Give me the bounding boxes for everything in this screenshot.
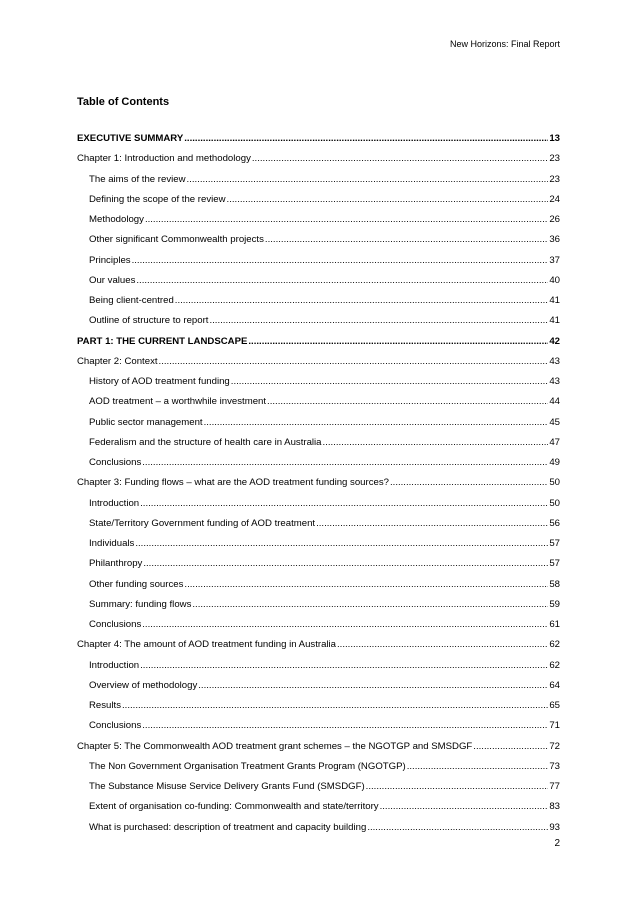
toc-entry[interactable] (77, 153, 560, 173)
toc-entry[interactable] (77, 781, 560, 801)
toc-entry-page: 50 (549, 477, 560, 489)
toc-entry[interactable] (77, 498, 560, 518)
toc-entry-page: 37 (549, 254, 560, 266)
dot-leader (323, 437, 549, 448)
toc-entry-title: Principles (89, 254, 131, 266)
toc-entry-title: Extent of organisation co-funding: Commonwealth and state/territory (89, 801, 379, 813)
toc-entry-page: 24 (549, 193, 560, 205)
toc-entry-title: The Non Government Organisation Treatment Grants Program (NGOTGP) (89, 760, 406, 772)
dot-leader (142, 619, 548, 630)
dot-leader (252, 153, 548, 164)
toc-entry[interactable] (77, 356, 560, 376)
dot-leader (316, 518, 548, 529)
toc-entry-title: Chapter 4: The amount of AOD treatment funding in Australia (77, 639, 337, 651)
dot-leader (143, 558, 548, 569)
toc-entry-title: Conclusions (89, 457, 142, 468)
toc-entry-page: 62 (549, 659, 560, 671)
toc-entry-title: Conclusions (89, 720, 142, 732)
toc-entry-page: 57 (549, 538, 560, 549)
toc-entry[interactable] (77, 234, 560, 254)
toc-entry-page: 13 (549, 133, 560, 144)
toc-entry[interactable] (77, 255, 560, 275)
dot-leader (265, 234, 548, 245)
toc-entry-page: 41 (549, 295, 560, 306)
toc-entry-title: Introduction (89, 659, 140, 671)
toc-entry[interactable] (77, 801, 560, 821)
dot-leader (231, 376, 549, 387)
toc-entry-title: Outline of structure to report (89, 315, 209, 327)
toc-entry-page: 43 (549, 376, 560, 387)
toc-entry-title: What is purchased: description of treatment and capacity building (89, 821, 367, 833)
toc-entry[interactable] (77, 822, 560, 842)
table-of-contents (77, 133, 560, 842)
toc-entry-page: 36 (549, 234, 560, 246)
toc-entry-title: Methodology (89, 214, 144, 225)
dot-leader (267, 396, 548, 407)
dot-leader (248, 336, 548, 347)
dot-leader (227, 194, 549, 205)
toc-entry-title: Summary: funding flows (89, 598, 192, 610)
toc-entry-page: 50 (549, 497, 560, 509)
toc-entry-page: 65 (549, 700, 560, 711)
toc-entry[interactable] (77, 437, 560, 457)
toc-entry-page: 71 (549, 720, 560, 732)
toc-entry[interactable] (77, 194, 560, 214)
dot-leader (122, 700, 548, 711)
toc-entry[interactable] (77, 558, 560, 578)
toc-entry-page: 77 (549, 781, 560, 792)
toc-entry-title: Federalism and the structure of health care in Australia (89, 436, 322, 448)
toc-entry-title: Defining the scope of the review (89, 193, 226, 205)
toc-entry-title: Chapter 2: Context (77, 355, 158, 367)
toc-entry-page: 64 (549, 679, 560, 691)
toc-entry-title: State/Territory Government funding of AOD treatment (89, 517, 316, 529)
dot-leader (142, 457, 548, 468)
toc-entry-page: 43 (549, 355, 560, 367)
dot-leader (204, 417, 549, 428)
toc-entry-title: Conclusions (89, 619, 142, 630)
toc-entry[interactable] (77, 477, 560, 497)
toc-entry[interactable] (77, 680, 560, 700)
dot-leader (407, 761, 549, 772)
toc-entry-page: 62 (549, 639, 560, 651)
toc-entry[interactable] (77, 720, 560, 740)
dot-leader (473, 741, 548, 752)
dot-leader (136, 275, 548, 286)
toc-entry-page: 93 (549, 821, 560, 833)
toc-entry-title: The aims of the review (89, 173, 186, 185)
toc-entry-title: PART 1: THE CURRENT LANDSCAPE (77, 335, 248, 347)
toc-entry-title: Introduction (89, 497, 140, 509)
toc-entry-title: History of AOD treatment funding (89, 376, 230, 387)
toc-entry-title: Being client-centred (89, 295, 174, 306)
toc-entry-page: 58 (549, 578, 560, 590)
toc-entry[interactable] (77, 700, 560, 720)
dot-leader (175, 295, 549, 306)
dot-leader (380, 801, 549, 812)
toc-entry-page: 44 (549, 396, 560, 408)
dot-leader (187, 174, 549, 185)
toc-entry-page: 41 (549, 315, 560, 327)
toc-entry-title: Other funding sources (89, 578, 184, 590)
toc-entry-title: Other significant Commonwealth projects (89, 234, 264, 246)
running-header: New Horizons: Final Report (449, 39, 560, 49)
dot-leader (198, 680, 548, 691)
dot-leader (184, 579, 548, 590)
dot-leader (209, 315, 548, 326)
toc-entry-page: 73 (549, 760, 560, 772)
dot-leader (366, 781, 549, 792)
page-number: 2 (554, 838, 560, 849)
dot-leader (135, 538, 548, 549)
dot-leader (140, 660, 548, 671)
dot-leader (142, 720, 548, 731)
toc-entry[interactable] (77, 518, 560, 538)
toc-entry-title: Chapter 5: The Commonwealth AOD treatment grant schemes – the NGOTGP and SMSDGF (77, 740, 473, 752)
toc-entry[interactable] (77, 214, 560, 234)
dot-leader (140, 498, 548, 509)
dot-leader (390, 477, 548, 488)
toc-entry-title: Individuals (89, 538, 135, 549)
toc-entry-title: Results (89, 700, 121, 711)
toc-entry-page: 61 (549, 619, 560, 630)
toc-entry[interactable] (77, 376, 560, 396)
toc-entry-page: 72 (549, 740, 560, 752)
toc-entry-page: 26 (549, 214, 560, 225)
toc-entry[interactable] (77, 417, 560, 437)
toc-entry[interactable] (77, 619, 560, 639)
dot-leader (145, 214, 548, 225)
toc-entry[interactable] (77, 639, 560, 659)
toc-entry-page: 45 (549, 416, 560, 428)
toc-entry[interactable] (77, 741, 560, 761)
toc-entry-title: Philanthropy (89, 558, 143, 570)
toc-entry-page: 49 (549, 457, 560, 468)
dot-leader (337, 639, 548, 650)
toc-entry[interactable] (77, 336, 560, 356)
toc-entry-page: 56 (549, 517, 560, 529)
toc-entry-title: Chapter 3: Funding flows – what are the AOD treatment funding sources? (77, 477, 389, 489)
toc-entry-page: 23 (549, 173, 560, 185)
toc-entry[interactable] (77, 599, 560, 619)
toc-entry-page: 42 (549, 335, 560, 347)
toc-entry-title: EXECUTIVE SUMMARY (77, 133, 184, 144)
toc-entry[interactable] (77, 275, 560, 295)
toc-entry[interactable] (77, 660, 560, 680)
toc-entry-page: 57 (549, 558, 560, 570)
toc-entry-title: Our values (89, 274, 136, 286)
toc-entry[interactable] (77, 761, 560, 781)
toc-entry-title: Chapter 1: Introduction and methodology (77, 153, 251, 165)
toc-entry[interactable] (77, 579, 560, 599)
dot-leader (184, 133, 548, 144)
toc-entry[interactable] (77, 133, 560, 153)
dot-leader (159, 356, 549, 367)
toc-entry-page: 83 (549, 801, 560, 813)
toc-entry[interactable] (77, 295, 560, 315)
toc-entry-title: The Substance Misuse Service Delivery Grants Fund (SMSDGF) (89, 781, 365, 792)
toc-entry[interactable] (77, 315, 560, 335)
toc-entry-page: 47 (549, 436, 560, 448)
toc-entry-title: Overview of methodology (89, 679, 198, 691)
dot-leader (367, 822, 548, 833)
toc-entry[interactable] (77, 457, 560, 477)
toc-entry-page: 40 (549, 274, 560, 286)
toc-entry[interactable] (77, 396, 560, 416)
dot-leader (192, 599, 548, 610)
toc-heading: Table of Contents (77, 96, 170, 108)
toc-entry-title: Public sector management (89, 416, 203, 428)
toc-entry[interactable] (77, 174, 560, 194)
toc-entry-page: 59 (549, 598, 560, 610)
toc-entry-title: AOD treatment – a worthwhile investment (89, 396, 267, 408)
toc-entry-page: 23 (549, 153, 560, 165)
dot-leader (132, 255, 549, 266)
toc-entry[interactable] (77, 538, 560, 558)
